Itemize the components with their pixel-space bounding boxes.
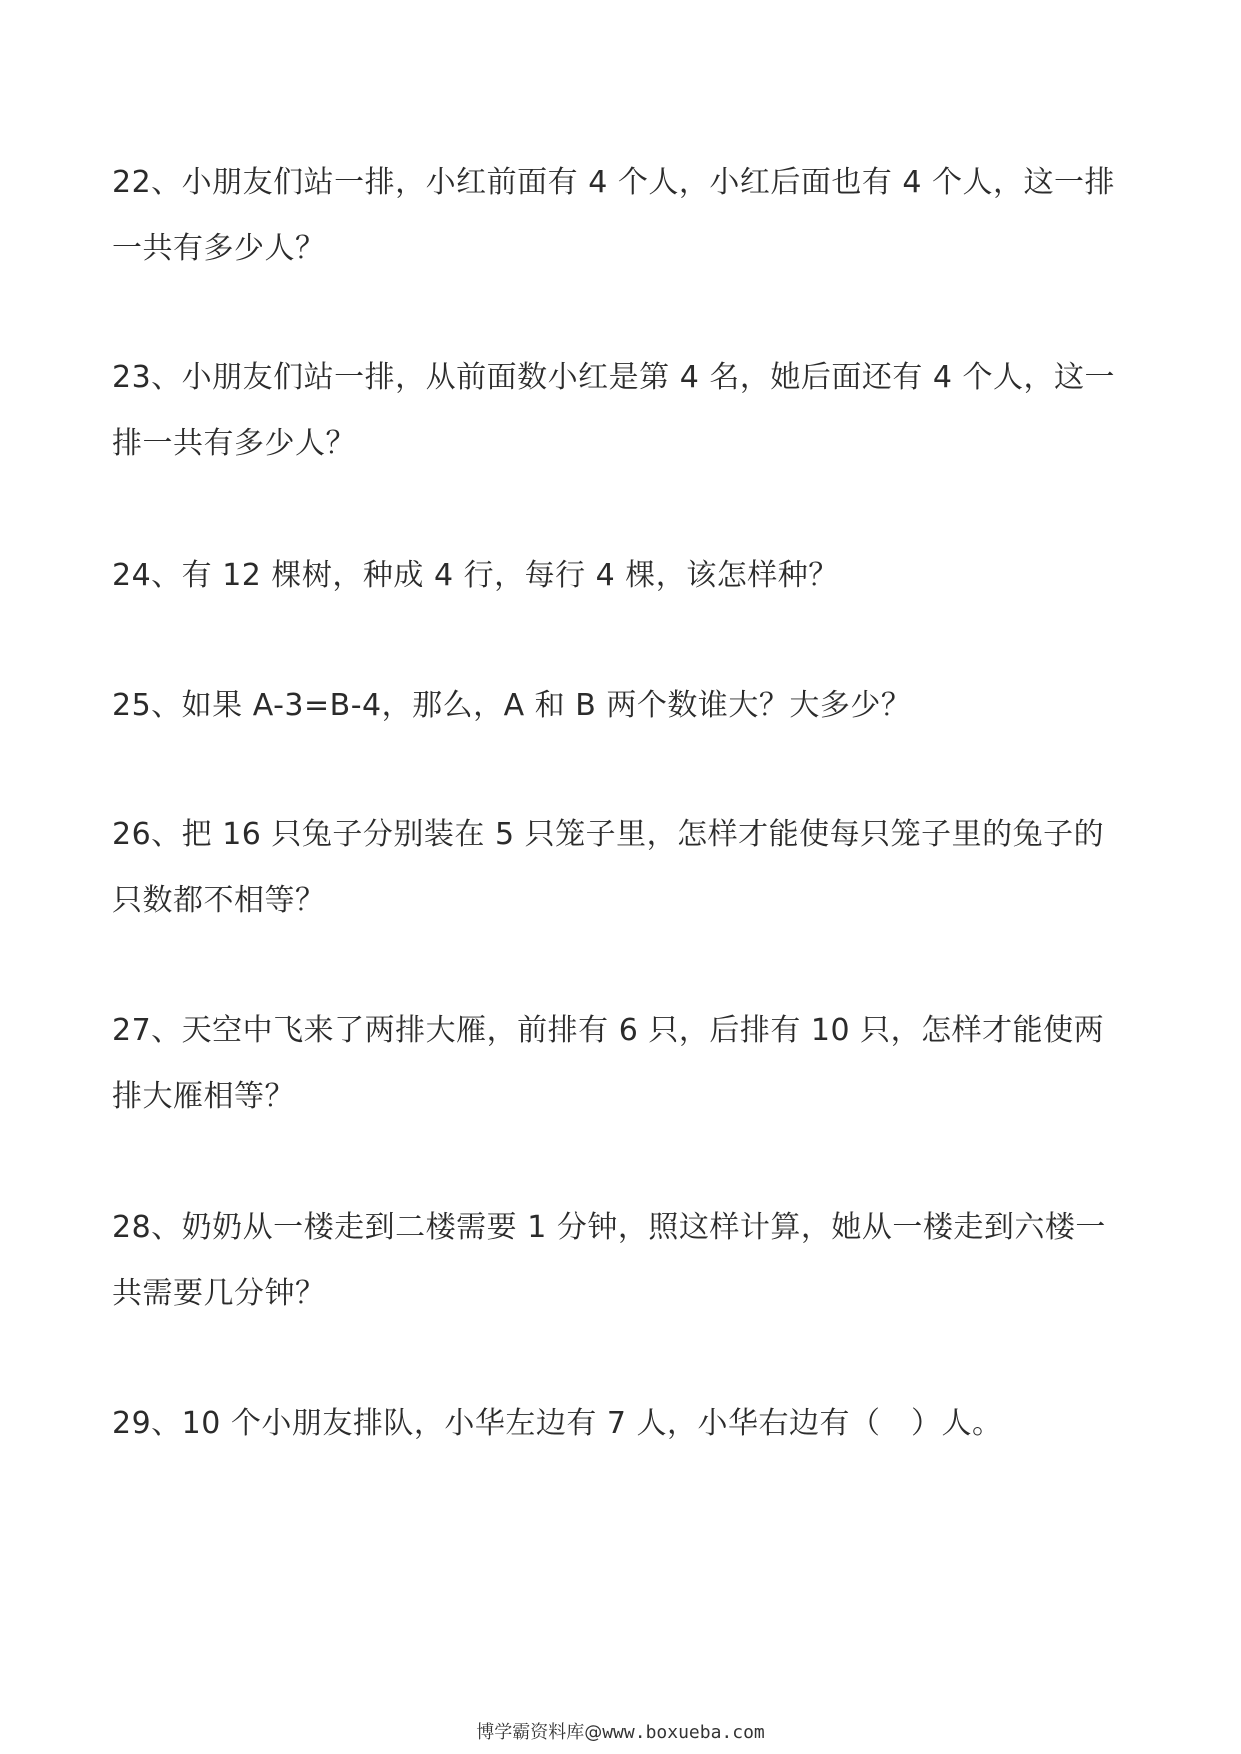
footer-label: 博学霸资料库@ xyxy=(476,1722,603,1743)
question-28: 28、奶奶从一楼走到二楼需要 1 分钟，照这样计算，她从一楼走到六楼一共需要几分钟？ xyxy=(112,1210,1106,1311)
question-25: 25、如果 A-3=B-4，那么，A 和 B 两个数谁大？大多少？ xyxy=(112,688,912,723)
page-footer xyxy=(0,1718,1241,1744)
footer-url: www.boxueba.com xyxy=(602,1722,765,1743)
question-26: 26、把 16 只兔子分别装在 5 只笼子里，怎样才能使每只笼子里的兔子的只数都不相等？ xyxy=(112,817,1105,918)
question-24: 24、有 12 棵树，种成 4 行，每行 4 棵，该怎样种？ xyxy=(112,558,839,593)
question-22: 22、小朋友们站一排，小红前面有 4 个人，小红后面也有 4 个人，这一排一共有多少人？ xyxy=(112,165,1115,266)
question-23: 23、小朋友们站一排，从前面数小红是第 4 名，她后面还有 4 个人，这一排一共有多少人？ xyxy=(112,360,1115,461)
question-27: 27、天空中飞来了两排大雁，前排有 6 只，后排有 10 只，怎样才能使两排大雁相等？ xyxy=(112,1013,1105,1114)
question-29: 29、10 个小朋友排队，小华左边有 7 人，小华右边有（ ）人。 xyxy=(112,1406,1003,1441)
